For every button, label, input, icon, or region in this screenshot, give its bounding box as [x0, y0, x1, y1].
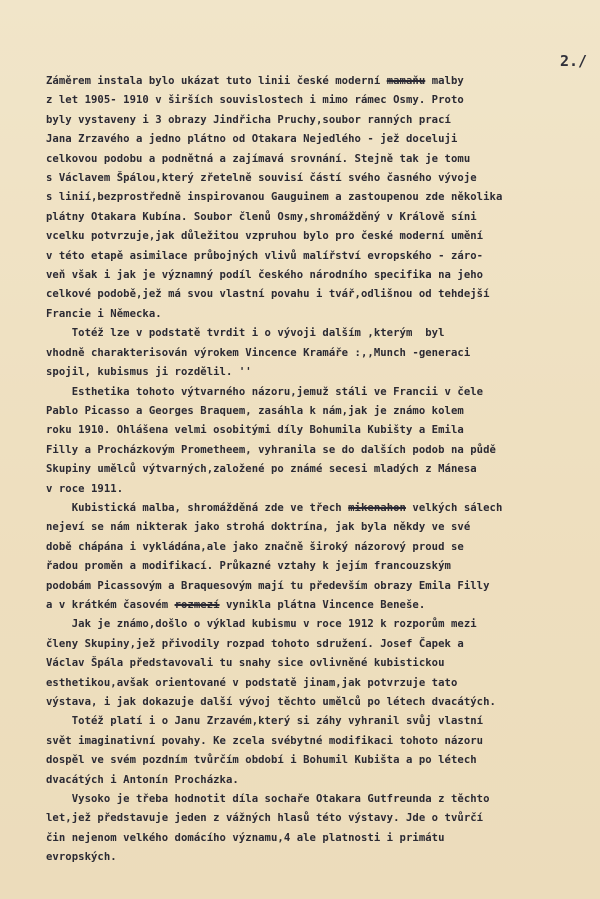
text-line [46, 72, 598, 91]
text-line: celkovou podobu a podnětná a zajímavá srovnání. Stejně tak je tomu [46, 152, 471, 165]
struck-word: mamaňu [386, 75, 426, 87]
text-line: vhodně charakterisován výrokem Vincence Kramáře :,,Munch -generaci [46, 346, 471, 359]
text-line: Pablo Picasso a Georges Braquem, zasáhla k nám,jak je známo kolem [46, 404, 464, 417]
text-line: esthetikou,avšak orientované v podstatě jinam,jak potvrzuje tato [46, 676, 458, 689]
text-line: s linií,bezprostředně inspirovanou Gauguinem a zastoupenou zde několika [46, 191, 503, 204]
text-line: celkové podobě,jež má svou vlastní povahu i tvář,odlišnou od tehdejší [46, 288, 490, 301]
text-line [46, 499, 598, 518]
text-line: byly vystaveny i 3 obrazy Jindřicha Pruchy,soubor ranných prací [46, 113, 451, 126]
text-line: Totéž lze v podstatě tvrdit i o vývoji dalším ,kterým byl [46, 327, 445, 340]
text-line: době chápána i vykládána,ale jako značně široký názorový proud se [46, 540, 464, 553]
text-line: v této etapě asimilace průbojných vlivů malířství evropského - záro- [46, 249, 484, 262]
text-line: Filly a Procházkovým Prometheem, vyhranila se do dalších podob na půdě [46, 443, 496, 456]
text-line [46, 596, 598, 615]
text-line: Skupiny umělců výtvarných,založené po známé secesi mladých z Mánesa [46, 463, 477, 476]
text-line: v roce 1911. [46, 482, 124, 495]
text-line: roku 1910. Ohlášena velmi osobitými díly Bohumila Kubišty a Emila [46, 424, 464, 437]
struck-word: mikenahon [348, 501, 406, 514]
text-line: členy Skupiny,jež přivodily rozpad tohoto sdružení. Josef Čapek a [46, 637, 464, 650]
text-segment: Záměrem instala bylo ukázat tuto linii české moderní [46, 75, 387, 87]
text-line: vcelku potvrzuje,jak důležitou vzpruhou bylo pro české moderní umění [46, 230, 484, 243]
text-line: Esthetika tohoto výtvarného názoru,jemuž stáli ve Francii v čele [46, 385, 484, 398]
text-line: Jak je známo,došlo o výklad kubismu v roce 1912 k rozporům mezi [46, 618, 477, 631]
text-line: Vysoko je třeba hodnotit díla sochaře Otakara Gutfreunda z těchto [46, 793, 490, 806]
text-line: podobám Picassovým a Braquesovým mají tu především obrazy Emila Filly [46, 579, 490, 592]
text-line: výstava, i jak dokazuje další vývoj těchto umělců po létech dvacátých. [46, 696, 496, 708]
text-line: Francie i Německa. [46, 307, 162, 320]
text-line: Totéž platí i o Janu Zrzavém,který si záhy vyhranil svůj vlastní [46, 715, 484, 728]
text-segment: a v krátkém časovém [46, 598, 175, 611]
text-segment: malby [425, 75, 464, 87]
text-line: dospěl ve svém pozdním tvůrčím období i Bohumil Kubišta a po létech [46, 754, 477, 767]
text-line: spojil, kubismus ji rozdělil. '' [46, 366, 252, 379]
text-line: plátny Otakara Kubína. Soubor členů Osmy,shromážděný v Králově síni [46, 210, 477, 223]
text-line: z let 1905- 1910 v širších souvislostech i mimo rámec Osmy. Proto [46, 94, 464, 107]
typewritten-body [46, 72, 598, 868]
text-segment: velkých sálech [405, 501, 503, 514]
text-line: dvacátých i Antonín Procházka. [46, 773, 239, 786]
text-line: svět imaginativní povahy. Ke zcela svébytné modifikaci tohoto názoru [46, 734, 484, 747]
struck-word: rozmezí [174, 598, 220, 611]
text-line: s Václavem Špálou,který zřetelně souvisí částí svého časného vývoje [46, 172, 477, 185]
text-line: veň však i jak je významný podíl českého národního specifika na jeho [46, 269, 484, 282]
text-line: čin nejenom velkého domácího významu,4 ale platnosti i primátu [46, 831, 445, 844]
text-line: nejeví se nám nikterak jako strohá doktrína, jak byla někdy ve své [46, 521, 471, 534]
text-line: Václav Špála představovali tu snahy sice ovlivněné kubistickou [46, 657, 445, 670]
text-line: řadou proměn a modifikací. Průkazné vztahy k jejím francouzským [46, 560, 451, 573]
text-segment: Kubistická malba, shromážděná zde ve třech [46, 501, 349, 514]
page-number: 2./ [560, 52, 588, 70]
text-line: let,jež představuje jeden z vážných hlasů této výstavy. Jde o tvůrčí [46, 812, 484, 825]
text-line: Jana Zrzavého a jedno plátno od Otakara Nejedlého - jež doceluji [46, 133, 458, 146]
text-segment: vynikla plátna Vincence Beneše. [219, 598, 426, 611]
text-line: evropských. [46, 851, 117, 864]
